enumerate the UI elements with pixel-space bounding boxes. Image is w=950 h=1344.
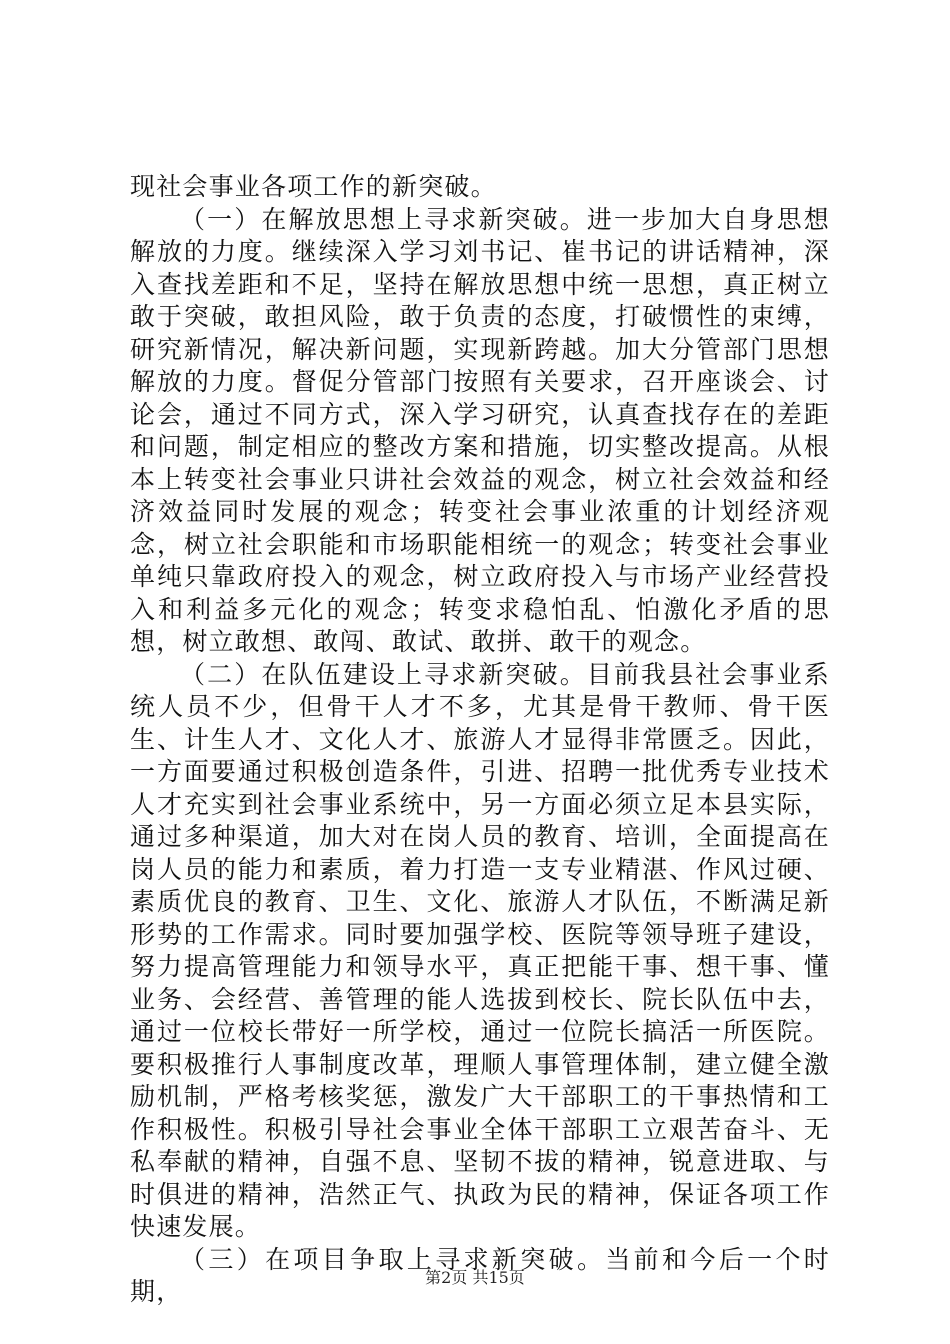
- paragraph-section-1: （一）在解放思想上寻求新突破。进一步加大自身思想解放的力度。继续深入学习刘书记、崔书记的讲话精神，深入查找差距和不足，坚持在解放思想中统一思想，真正树立敢于突破，敢担风险，敢于负责的态度，打破惯性的束缚，研究新情况，解决新问题，实现新跨越。加大分管部门思想解放的力度。督促分管部门按照有关要求，召开座谈会、讨论会，通过不同方式，深入学习研究，认真查找存在的差距和问题，制定相应的整改方案和措施，切实整改提高。从根本上转变社会事业只讲社会效益的观念，树立社会效益和经济效益同时发展的观念；转变社会事业浓重的计划经济观念，树立社会职能和市场职能相统一的观念；转变社会事业单纯只靠政府投入的观念，树立政府投入与市场产业经营投入和利益多元化的观念；转变求稳怕乱、怕激化矛盾的思想，树立敢想、敢闯、敢试、敢拼、敢干的观念。: [130, 204, 830, 656]
- document-body: [130, 171, 830, 1309]
- paragraph-continuation: 现社会事业各项工作的新突破。: [130, 172, 497, 201]
- paragraph-section-2: （二）在队伍建设上寻求新突破。目前我县社会事业系统人员不少，但骨干人才不多，尤其是骨干教师、骨干医生、计生人才、文化人才、旅游人才显得非常匮乏。因此，一方面要通过积极创造条件，引进、招聘一批优秀专业技术人才充实到社会事业系统中，另一方面必须立足本县实际，通过多种渠道，加大对在岗人员的教育、培训，全面提高在岗人员的能力和素质，着力打造一支专业精湛、作风过硬、素质优良的教育、卫生、文化、旅游人才队伍，不断满足新形势的工作需求。同时要加强学校、医院等领导班子建设，努力提高管理能力和领导水平，真正把能干事、想干事、懂业务、会经营、善管理的能人选拔到校长、院长队伍中去，通过一位校长带好一所学校，通过一位院长搞活一所医院。要积极推行人事制度改革，理顺人事管理体制，建立健全激励机制，严格考核奖惩，激发广大干部职工的干事热情和工作积极性。积极引导社会事业全体干部职工立艰苦奋斗、无私奉献的精神，自强不息、坚韧不拔的精神，锐意进取、与时俱进的精神，浩然正气、执政为民的精神，保证各项工作快速发展。: [130, 659, 830, 1241]
- paragraph-section-3: （三）在项目争取上寻求新突破。当前和今后一个时期，: [130, 1244, 830, 1306]
- page-number-footer: 第2页 共15页: [425, 1268, 525, 1287]
